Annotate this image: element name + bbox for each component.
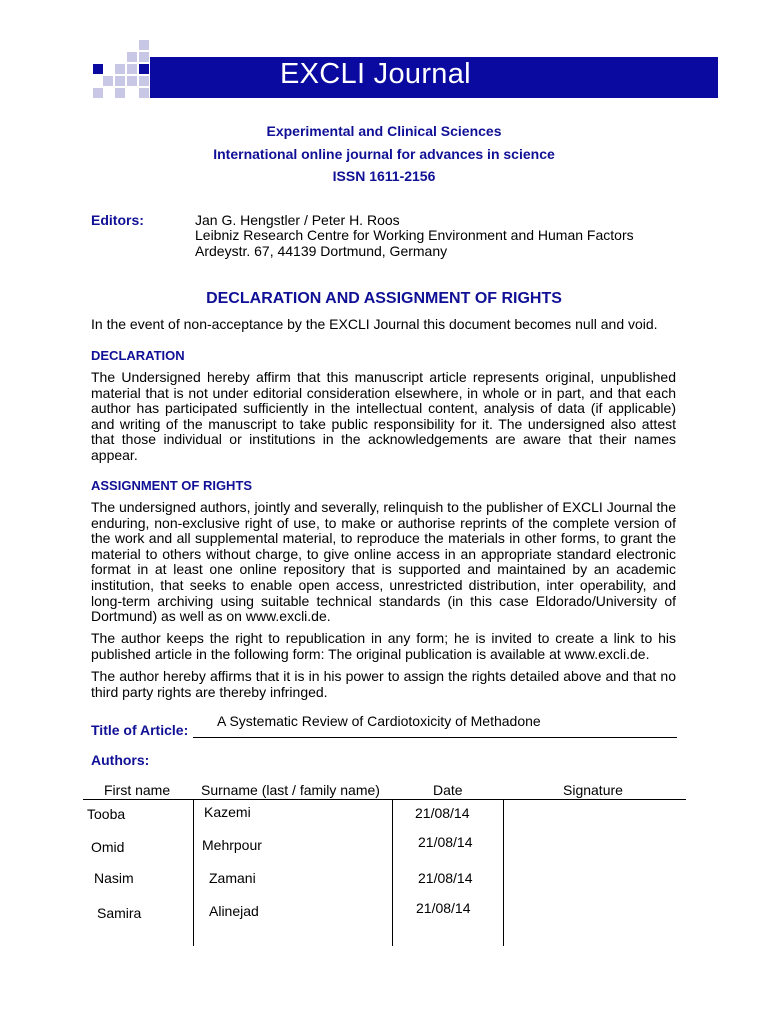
logo-square [139,52,149,62]
journal-issn: ISSN 1611-2156 [332,168,436,184]
logo-square [115,88,125,98]
logo-square [115,76,125,86]
logo-square [139,88,149,98]
intro-text: In the event of non-acceptance by the EXCLI Journal this document becomes null and void. [91,316,658,332]
republication-text: The author keeps the right to republication in any form; he is invited to create a link to his published article in the following form: The original publication is available at www.excli.de. [91,630,676,662]
assignment-heading: ASSIGNMENT OF RIGHTS [91,478,253,493]
title-of-article-field[interactable]: A Systematic Review of Cardiotoxicity of Methadone [217,713,541,729]
logo-square [139,40,149,50]
author-surname[interactable]: Mehrpour [202,837,262,853]
author-first-name[interactable]: Nasim [94,870,134,886]
header-surname: Surname (last / family name) [201,782,380,798]
author-surname[interactable]: Zamani [209,870,256,886]
declaration-text: The Undersigned hereby affirm that this manuscript article represents original, unpublished material that is not under editorial consideration elsewhere, in whole or in part, and that each author has participated sufficiently in the intellectual content, analysis of data (if applicable) and writing of the manuscript to take public responsibility for it. The undersigned also attest that those individual or institutions in the acknowledgements are aware that their names appear. [91,369,676,463]
title-of-article-label: Title of Article: [91,722,189,738]
assignment-text: The undersigned authors, jointly and severally, relinquish to the publisher of EXCLI Journal the enduring, non-exclusive right of use, to make or authorise reprints of the complete version of the work and all supplemental material, to reproduce the materials in other forms, to grant the material to others without charge, to give online access in an appropriate standard electronic format in at least one online repository that is supported and maintained by an academic institution, that seeks to enable open access, unrestricted distribution, inter operability, and long-term archiving using suitable technical standards (in this case Eldorado/University of Dortmund) as well as on www.excli.de. [91,499,676,625]
logo-square [103,76,113,86]
logo-square [115,64,125,74]
journal-tagline: International online journal for advances in science [213,146,555,162]
table-column-divider [503,800,504,946]
editors-institution: Leibniz Research Centre for Working Environment and Human Factors [195,227,634,243]
author-first-name[interactable]: Omid [91,839,125,855]
logo-square [127,76,137,86]
author-date[interactable]: 21/08/14 [418,834,473,850]
editors-address: Ardeystr. 67, 44139 Dortmund, Germany [195,243,448,259]
logo-square [139,64,149,74]
header-signature: Signature [563,782,623,798]
author-date[interactable]: 21/08/14 [418,870,473,886]
journal-logo-squares [93,40,149,100]
editors-label: Editors: [91,212,144,228]
editors-names: Jan G. Hengstler / Peter H. Roos [195,212,400,228]
author-first-name[interactable]: Samira [97,905,142,921]
table-column-divider [193,800,194,946]
document-title: DECLARATION AND ASSIGNMENT OF RIGHTS [206,290,562,307]
journal-name: EXCLI Journal [280,58,471,90]
table-column-divider [392,800,393,946]
author-date[interactable]: 21/08/14 [415,805,470,821]
header-first-name: First name [104,782,171,798]
header-date: Date [433,782,463,798]
table-header-rule [83,799,686,800]
author-first-name[interactable]: Tooba [87,806,126,822]
affirmation-text: The author hereby affirms that it is in his power to assign the rights detailed above and that no third party rights are thereby infringed. [91,668,676,700]
declaration-heading: DECLARATION [91,348,185,363]
author-date[interactable]: 21/08/14 [416,900,471,916]
logo-square [139,76,149,86]
logo-square [93,64,103,74]
author-surname[interactable]: Alinejad [209,903,259,919]
authors-label: Authors: [91,752,150,768]
title-of-article-underline [193,737,677,738]
author-surname[interactable]: Kazemi [204,804,251,820]
logo-square [93,88,103,98]
logo-square [127,52,137,62]
logo-square [127,64,137,74]
journal-subtitle: Experimental and Clinical Sciences [266,123,502,139]
journal-banner [150,57,718,98]
